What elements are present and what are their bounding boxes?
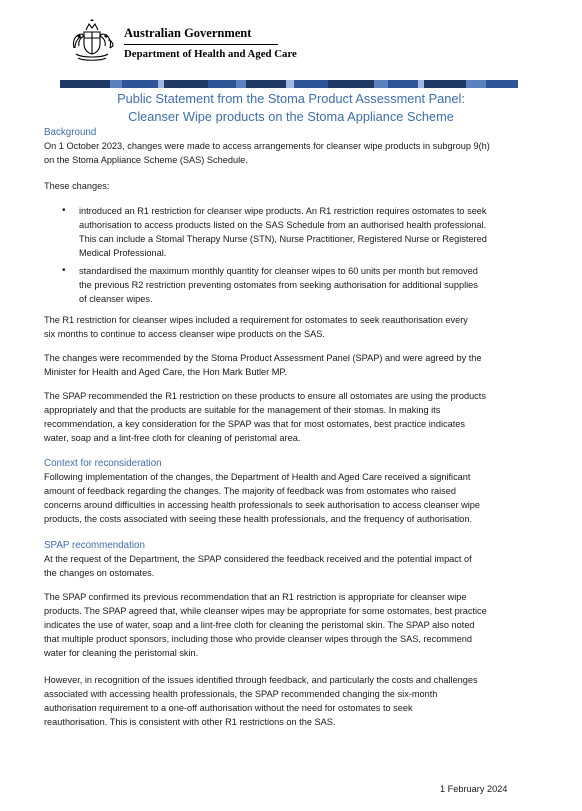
paragraph-line: reauthorisation. This is consistent with other R1 restrictions on the SAS.: [44, 717, 336, 727]
paragraph-line: appropriately and that the products are suitable for the management of their stomas. In making its: [44, 405, 441, 415]
paragraph-line: that multiple product sponsors, including those who provide cleanser wipes through the SAS, recommend: [44, 634, 472, 644]
paragraph-line: authorisation requirement to a one-off authorisation without the need for ostomates to seek: [44, 703, 413, 713]
paragraph-line: on the Stoma Appliance Scheme (SAS) Schedule.: [44, 155, 248, 165]
bullet-line: the previous R2 restriction preventing ostomates from seeking authorisation for additional supplies: [79, 280, 478, 290]
paragraph-line: products. The SPAP agreed that, while cleanser wipes may be appropriate for some ostomates, best practice: [44, 606, 487, 616]
paragraph-line: These changes:: [44, 181, 110, 191]
paragraph-line: The SPAP confirmed its previous recommendation that an R1 restriction is appropriate for cleanser wipe: [44, 592, 467, 602]
bullet-line: introduced an R1 restriction for cleanser wipe products. An R1 restriction requires ostomates to seek: [79, 206, 487, 216]
paragraph-line: recommendation, a key consideration for the SPAP was that for most ostomates, best practice indicates: [44, 419, 465, 429]
bullet-icon: •: [62, 205, 66, 216]
paragraph-line: indicates the use of water, soap and a lint-free cloth for cleaning the peristomal skin. The SPAP also noted: [44, 620, 475, 630]
paragraph-line: The SPAP recommended the R1 restriction on these products to ensure all ostomates are using the products: [44, 391, 486, 401]
document-date: 1 February 2024: [440, 784, 508, 794]
paragraph-line: water for cleaning the peristomal skin.: [44, 648, 199, 658]
paragraph-line: On 1 October 2023, changes were made to access arrangements for cleanser wipe products in subgroup 9(h): [44, 141, 490, 151]
paragraph-line: six months to continue to access cleanser wipe products on the SAS.: [44, 329, 325, 339]
paragraph-line: The changes were recommended by the Stoma Product Assessment Panel (SPAP) and were agreed by the: [44, 353, 482, 363]
government-name: Australian Government: [124, 26, 252, 40]
page-title-line-1: Public Statement from the Stoma Product Assessment Panel:: [117, 91, 465, 106]
paragraph-line: products, the costs associated with seeing these health professionals, and the frequency of authorisation.: [44, 514, 472, 524]
paragraph-line: The R1 restriction for cleanser wipes included a requirement for ostomates to seek reauthorisation every: [44, 315, 468, 325]
bullet-line: This can include a Stomal Therapy Nurse (STN), Nurse Practitioner, Registered Nurse or Registered: [79, 234, 487, 244]
bullet-line: of cleanser wipes.: [79, 294, 153, 304]
paragraph-line: However, in recognition of the issues identified through feedback, and particularly the costs and challenges: [44, 675, 478, 685]
bullet-line: authorisation to access products listed on the SAS Schedule from an authorised health professional.: [79, 220, 487, 230]
paragraph-line: Following implementation of the changes, the Department of Health and Aged Care received a significant: [44, 472, 471, 482]
government-branding: [124, 26, 297, 61]
heading-recommendation: SPAP recommendation: [44, 540, 145, 551]
paragraph-line: water, soap and a lint-free cloth for cleaning of peristomal area.: [44, 433, 301, 443]
bullet-line: standardised the maximum monthly quantity for cleanser wipes to 60 units per month but removed: [79, 266, 478, 276]
header-color-band: [60, 80, 522, 88]
paragraph-line: associated with accessing health professionals, the SPAP recommended changing the six-month: [44, 689, 438, 699]
paragraph-line: amount of feedback regarding the changes. The majority of feedback was from ostomates who raised: [44, 486, 456, 496]
bullet-icon: •: [62, 265, 66, 276]
page-title-line-2: Cleanser Wipe products on the Stoma Appliance Scheme: [128, 109, 454, 124]
paragraph-line: Minister for Health and Aged Care, the Hon Mark Butler MP.: [44, 367, 287, 377]
bullet-line: Medical Professional.: [79, 248, 167, 258]
heading-background: Background: [44, 127, 97, 138]
department-name: Department of Health and Aged Care: [124, 48, 297, 60]
paragraph-line: At the request of the Department, the SPAP considered the feedback received and the potential impact of: [44, 554, 472, 564]
paragraph-line: the changes on ostomates.: [44, 568, 155, 578]
heading-context: Context for reconsideration: [44, 458, 162, 469]
branding-divider: [124, 44, 278, 45]
coat-of-arms-logo: [66, 18, 118, 64]
paragraph-line: concerns around difficulties in accessing health professionals to seek authorisation to access cleanser wipe: [44, 500, 480, 510]
